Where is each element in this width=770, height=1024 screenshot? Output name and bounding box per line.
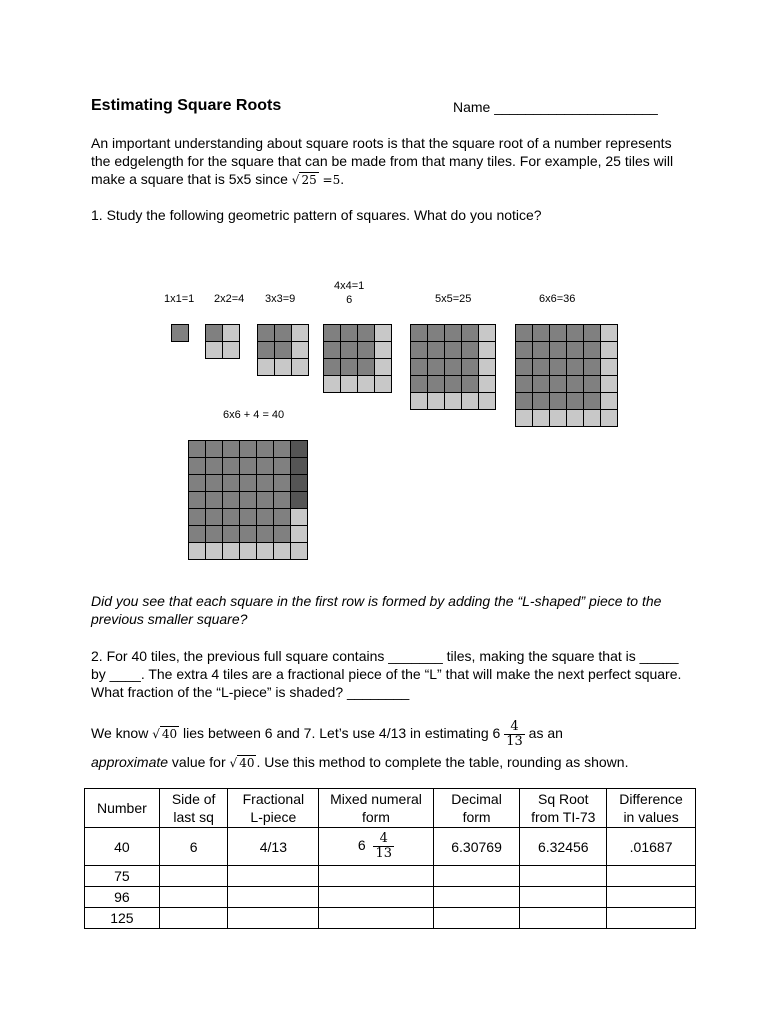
estimate-end1: as an: [524, 725, 563, 742]
tile: [461, 392, 479, 410]
tile: [222, 440, 240, 458]
tile: [532, 324, 550, 342]
tile: [583, 375, 601, 393]
tile: [515, 392, 533, 410]
tile: [188, 525, 206, 543]
header-sqroot: Sq Root from TI-73: [520, 789, 607, 828]
tile: [256, 542, 274, 560]
tile: [256, 491, 274, 509]
tile: [274, 341, 292, 359]
tile: [205, 341, 223, 359]
tile: [461, 324, 479, 342]
tile: [239, 542, 257, 560]
tile: [340, 341, 358, 359]
tile: [566, 392, 584, 410]
tile: [290, 457, 308, 475]
tile: [583, 392, 601, 410]
tile: [205, 440, 223, 458]
tile: [274, 324, 292, 342]
page-title: Estimating Square Roots: [91, 97, 282, 114]
tile: [549, 375, 567, 393]
table-row: [85, 866, 696, 887]
answer-cell[interactable]: [433, 908, 520, 929]
tile: [222, 508, 240, 526]
tile: [427, 324, 445, 342]
tile: [256, 508, 274, 526]
cell-number: 125: [85, 908, 160, 929]
label-5x5: 5x5=25: [435, 293, 472, 305]
tile: [291, 358, 309, 376]
tile: [290, 542, 308, 560]
tile: [532, 375, 550, 393]
tile: [188, 474, 206, 492]
square-3x3: [257, 324, 309, 376]
estimate-value-for: value for: [168, 754, 230, 770]
tile: [566, 341, 584, 359]
answer-cell[interactable]: [520, 866, 607, 887]
tile: [188, 440, 206, 458]
tile: [532, 392, 550, 410]
answer-cell[interactable]: [159, 866, 228, 887]
tile: [222, 542, 240, 560]
answer-cell[interactable]: [159, 887, 228, 908]
tile: [357, 375, 375, 393]
tile: [374, 375, 392, 393]
tile: [427, 392, 445, 410]
tile: [205, 324, 223, 342]
tile: [273, 508, 291, 526]
fraction-4-13: $\frac{4}{13}$: [506, 719, 523, 749]
tile: [600, 375, 618, 393]
tile: [239, 474, 257, 492]
tile: [340, 358, 358, 376]
cell-difference: .01687: [607, 828, 696, 866]
tile: [410, 341, 428, 359]
tile: [239, 525, 257, 543]
question-2: 2. For 40 tiles, the previous full square contains _______ tiles, making the square that is _____ by ____. The extra 4 tiles are a fractional piece of the “L” that will make the next perfect square. What fraction of the “L-piece” is shaded? ________: [91, 648, 682, 700]
tile: [461, 358, 479, 376]
tile: [549, 409, 567, 427]
label-6x6-plus-4: 6x6 + 4 = 40: [223, 409, 285, 421]
estimation-table: [84, 788, 696, 929]
intro-end: .: [340, 171, 345, 187]
tile: [427, 375, 445, 393]
tile: [357, 341, 375, 359]
answer-cell[interactable]: [228, 887, 319, 908]
tile: [274, 358, 292, 376]
tile: [273, 542, 291, 560]
answer-cell[interactable]: [319, 887, 433, 908]
tile: [239, 457, 257, 475]
tile: [205, 542, 223, 560]
square-5x5: [410, 324, 496, 410]
tile: [600, 324, 618, 342]
tile: [357, 324, 375, 342]
tile: [205, 474, 223, 492]
tile: [340, 324, 358, 342]
tile: [205, 491, 223, 509]
answer-cell[interactable]: [607, 908, 696, 929]
header-side: Side of last sq: [159, 789, 228, 828]
tile: [257, 358, 275, 376]
tile: [461, 375, 479, 393]
tile: [410, 358, 428, 376]
square-6x6-plus-4: [188, 440, 308, 560]
tile: [188, 508, 206, 526]
tile: [444, 324, 462, 342]
tile: [549, 341, 567, 359]
tile: [222, 474, 240, 492]
answer-cell[interactable]: [319, 908, 433, 929]
tile: [583, 324, 601, 342]
tile: [515, 375, 533, 393]
tile: [600, 341, 618, 359]
cell-number: 75: [85, 866, 160, 887]
tile: [549, 392, 567, 410]
question-1: 1. Study the following geometric pattern of squares. What do you notice?: [91, 207, 542, 223]
tile: [323, 324, 341, 342]
header-decimal: Decimal form: [433, 789, 520, 828]
tile: [205, 457, 223, 475]
tile: [222, 324, 240, 342]
tile: [444, 392, 462, 410]
tile: [444, 375, 462, 393]
header-fractional: Fractional L-piece: [228, 789, 319, 828]
square-1x1: [171, 324, 189, 342]
tile: [583, 358, 601, 376]
tile: [515, 358, 533, 376]
cell-mixed: 6 $\frac{4}{13}$: [319, 828, 433, 866]
tile: [444, 358, 462, 376]
tile: [291, 341, 309, 359]
tile: [273, 457, 291, 475]
tile: [566, 324, 584, 342]
tile: [357, 358, 375, 376]
intro-text: An important understanding about square roots is that the square root of a number represents the edgelength for the square that can be made from that many tiles. For example, 25 tiles will make a square that is 5x5 since: [91, 135, 674, 187]
square-2x2: [205, 324, 240, 359]
intro-paragraph: [91, 134, 691, 189]
cell-decimal: 6.30769: [433, 828, 520, 866]
tile: [256, 474, 274, 492]
tile: [239, 508, 257, 526]
tile: [188, 491, 206, 509]
tile: [290, 491, 308, 509]
tile: [239, 491, 257, 509]
sqrt-result: =5: [318, 173, 341, 187]
table-row: [85, 887, 696, 908]
answer-cell[interactable]: [520, 887, 607, 908]
cell-number: 40: [85, 828, 160, 866]
answer-cell[interactable]: [607, 866, 696, 887]
tile: [273, 525, 291, 543]
tile: [583, 341, 601, 359]
tile: [290, 525, 308, 543]
label-6x6: 6x6=36: [539, 293, 576, 305]
tile: [427, 358, 445, 376]
tile: [461, 341, 479, 359]
estimate-approximate: approximate: [91, 754, 169, 770]
tile: [549, 358, 567, 376]
tile: [549, 324, 567, 342]
tile: [410, 375, 428, 393]
tile: [273, 440, 291, 458]
tile: [290, 474, 308, 492]
tile: [566, 409, 584, 427]
cell-sqroot: 6.32456: [520, 828, 607, 866]
tile: [600, 358, 618, 376]
tile: [257, 324, 275, 342]
tile: [515, 409, 533, 427]
label-4x4: 4x4=1 6: [334, 280, 365, 306]
tile: [427, 341, 445, 359]
tile: [323, 341, 341, 359]
tile: [188, 542, 206, 560]
tile: [478, 324, 496, 342]
tile: [374, 324, 392, 342]
tile: [323, 358, 341, 376]
tile: [273, 474, 291, 492]
tile: [222, 457, 240, 475]
tile: [257, 341, 275, 359]
tile: [410, 392, 428, 410]
answer-cell[interactable]: [319, 866, 433, 887]
observation-text: Did you see that each square in the first row is formed by adding the “L-shaped” piece to the previous smaller square?: [91, 593, 662, 627]
estimate-paragraph: [91, 720, 691, 776]
name-field-label: Name _____________________: [453, 99, 658, 115]
tile: [222, 341, 240, 359]
tile: [566, 358, 584, 376]
tile: [478, 375, 496, 393]
table-header-row: [85, 789, 696, 828]
tile: [478, 358, 496, 376]
tile: [600, 392, 618, 410]
tile: [323, 375, 341, 393]
tile: [256, 457, 274, 475]
estimate-end2: . Use this method to complete the table, rounding as shown.: [256, 754, 629, 770]
square-6x6: [515, 324, 618, 427]
header-number: Number: [85, 789, 160, 828]
sqrt-40: √ 40: [152, 727, 178, 742]
sqrt-40-b: √ 40: [229, 756, 255, 770]
tile: [256, 440, 274, 458]
cell-fraction: 4/13: [228, 828, 319, 866]
tile: [374, 358, 392, 376]
tile: [239, 440, 257, 458]
answer-cell[interactable]: [228, 908, 319, 929]
answer-cell[interactable]: [433, 866, 520, 887]
tile: [532, 341, 550, 359]
label-1x1: 1x1=1: [164, 293, 195, 305]
label-3x3: 3x3=9: [265, 293, 296, 305]
tile: [478, 341, 496, 359]
header-difference: Difference in values: [607, 789, 696, 828]
table-row: [85, 908, 696, 929]
answer-cell[interactable]: [433, 887, 520, 908]
tile: [444, 341, 462, 359]
tile: [291, 324, 309, 342]
tile: [340, 375, 358, 393]
tile: [188, 457, 206, 475]
tile: [222, 491, 240, 509]
answer-cell[interactable]: [228, 866, 319, 887]
tile: [256, 525, 274, 543]
label-2x2: 2x2=4: [214, 293, 245, 305]
answer-cell[interactable]: [159, 908, 228, 929]
tile: [583, 409, 601, 427]
tile: [222, 525, 240, 543]
tile: [566, 375, 584, 393]
tile: [171, 324, 189, 342]
tile: [290, 440, 308, 458]
tile: [410, 324, 428, 342]
tile: [478, 392, 496, 410]
estimate-mid: lies between 6 and 7. Let’s use 4/13 in estimating 6: [179, 725, 505, 742]
answer-cell[interactable]: [607, 887, 696, 908]
cell-number: 96: [85, 887, 160, 908]
cell-side: 6: [159, 828, 228, 866]
tile: [515, 324, 533, 342]
tile: [205, 508, 223, 526]
tile: [600, 409, 618, 427]
tile: [205, 525, 223, 543]
answer-cell[interactable]: [520, 908, 607, 929]
tile: [273, 491, 291, 509]
table-row: [85, 828, 696, 866]
tile: [374, 341, 392, 359]
tile: [515, 341, 533, 359]
sqrt-25: √ 25: [291, 173, 317, 187]
square-4x4: [323, 324, 392, 393]
header-mixed: Mixed numeral form: [319, 789, 433, 828]
tile: [532, 358, 550, 376]
tile: [290, 508, 308, 526]
estimate-we-know: We know: [91, 725, 153, 742]
tile: [532, 409, 550, 427]
